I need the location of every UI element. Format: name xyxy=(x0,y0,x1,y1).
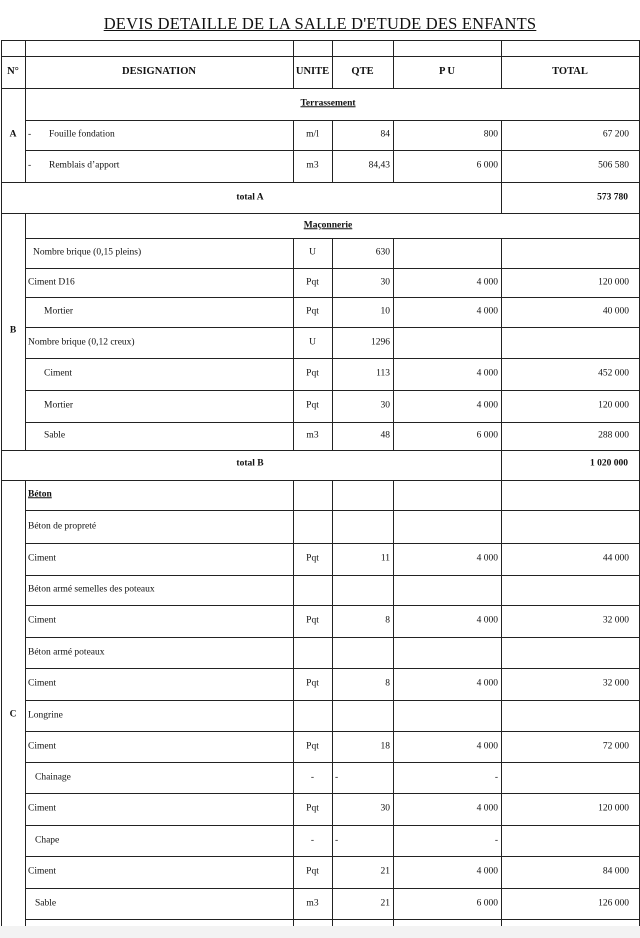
row-total: 120 000 xyxy=(598,276,629,287)
grid-line xyxy=(1,480,640,481)
row-pu: 4 000 xyxy=(476,615,498,626)
header-column-line xyxy=(293,40,294,88)
grid-line xyxy=(393,358,394,390)
row-designation: Ciment xyxy=(28,866,56,877)
section-a-left xyxy=(1,88,2,213)
grid-line xyxy=(25,88,26,182)
grid-line xyxy=(501,605,502,637)
row-unite: Pqt xyxy=(306,368,319,379)
row-designation: Sable xyxy=(44,430,66,441)
grid-line xyxy=(293,510,294,543)
row-unite: Pqt xyxy=(306,400,319,411)
row-qte: - xyxy=(335,834,339,845)
grid-line xyxy=(293,358,294,390)
section-b-letter: B xyxy=(9,325,17,336)
grid-line xyxy=(332,888,333,919)
grid-line xyxy=(293,793,294,825)
row-pu: 4 000 xyxy=(476,803,498,814)
row-pu: 6 000 xyxy=(476,897,498,908)
grid-line xyxy=(393,825,394,856)
grid-line xyxy=(501,120,502,150)
grid-line xyxy=(393,919,394,926)
grid-line xyxy=(332,150,333,182)
row-designation: Ciment D16 xyxy=(28,276,75,287)
row-designation: Remblais d’apport xyxy=(49,160,120,171)
header-column-line xyxy=(25,40,26,88)
row-designation: Nombre brique (0,15 pleins) xyxy=(33,247,142,258)
grid-line xyxy=(332,637,333,668)
grid-line xyxy=(393,856,394,888)
header-bottom-border xyxy=(1,88,640,89)
grid-line xyxy=(393,637,394,668)
header-column-line xyxy=(332,40,333,88)
row-unite: Pqt xyxy=(306,866,319,877)
row-qte: - xyxy=(335,771,339,782)
header-column-line xyxy=(393,40,394,88)
row-unite: m/l xyxy=(306,129,319,140)
row-unite: Pqt xyxy=(306,803,319,814)
row-total: 84 000 xyxy=(602,866,629,877)
grid-line xyxy=(1,213,640,214)
grid-line xyxy=(332,480,333,510)
grid-line xyxy=(393,605,394,637)
grid-line xyxy=(332,605,333,637)
grid-line xyxy=(293,605,294,637)
grid-line xyxy=(293,762,294,793)
grid-line xyxy=(501,390,502,422)
row-pu: 4 000 xyxy=(476,368,498,379)
grid-line xyxy=(293,700,294,731)
section-b-title: Maçonnerie xyxy=(303,220,353,231)
grid-line xyxy=(393,297,394,327)
grid-line xyxy=(501,327,502,358)
grid-line xyxy=(393,762,394,793)
grid-line xyxy=(293,150,294,182)
grid-line xyxy=(393,510,394,543)
row-total: 126 000 xyxy=(598,897,629,908)
header-column-line xyxy=(501,40,502,88)
row-unite: Pqt xyxy=(306,678,319,689)
document-title: DEVIS DETAILLE DE LA SALLE D'ETUDE DES ENFANTS xyxy=(103,14,537,33)
row-qte: 84 xyxy=(380,129,390,140)
grid-line xyxy=(393,700,394,731)
grid-line xyxy=(332,510,333,543)
grid-line xyxy=(501,268,502,297)
total-b-value: 1 020 000 xyxy=(590,458,628,469)
grid-line xyxy=(501,793,502,825)
grid-line xyxy=(293,238,294,268)
row-designation: Longrine xyxy=(28,709,63,720)
header-total: TOTAL xyxy=(552,65,588,77)
grid-line xyxy=(293,825,294,856)
grid-line xyxy=(293,731,294,762)
row-designation: Mortier xyxy=(44,306,74,317)
grid-line xyxy=(293,668,294,700)
header-designation: DESIGNATION xyxy=(122,65,196,77)
row-qte: 21 xyxy=(380,866,390,877)
grid-line xyxy=(393,543,394,575)
row-dash: - xyxy=(28,129,32,140)
row-designation: Chape xyxy=(35,834,60,845)
grid-line xyxy=(332,358,333,390)
row-qte: 8 xyxy=(385,615,390,626)
row-pu: 4 000 xyxy=(476,740,498,751)
header-unite: UNITE xyxy=(295,65,330,77)
grid-line xyxy=(332,793,333,825)
row-unite: m3 xyxy=(306,160,319,171)
grid-line xyxy=(332,668,333,700)
grid-line xyxy=(293,637,294,668)
header-qte: QTE xyxy=(351,65,374,77)
grid-line xyxy=(293,120,294,150)
grid-line xyxy=(393,480,394,510)
grid-line xyxy=(501,450,502,480)
row-designation: Mortier xyxy=(44,400,74,411)
row-pu: 4 000 xyxy=(476,678,498,689)
row-total: 120 000 xyxy=(598,400,629,411)
grid-line xyxy=(393,793,394,825)
grid-line xyxy=(501,888,502,919)
grid-line xyxy=(25,213,26,450)
row-pu: 4 000 xyxy=(476,306,498,317)
grid-line xyxy=(293,888,294,919)
row-unite: - xyxy=(310,771,315,782)
grid-line xyxy=(501,297,502,327)
table-top-border xyxy=(1,40,640,41)
grid-line xyxy=(501,825,502,856)
row-qte: 8 xyxy=(385,678,390,689)
row-qte: 1296 xyxy=(371,336,390,347)
grid-line xyxy=(293,390,294,422)
section-a-title: Terrassement xyxy=(300,98,356,109)
row-unite: U xyxy=(309,247,316,258)
row-qte: 30 xyxy=(380,276,390,287)
row-total: 32 000 xyxy=(602,615,629,626)
row-designation: Fouille fondation xyxy=(49,129,115,140)
row-total: 506 580 xyxy=(598,160,629,171)
section-c-title: Béton xyxy=(28,489,52,500)
grid-line xyxy=(501,422,502,450)
row-pu: 6 000 xyxy=(476,160,498,171)
row-designation: Ciment xyxy=(28,553,56,564)
row-designation: Ciment xyxy=(28,678,56,689)
row-qte: 21 xyxy=(380,897,390,908)
section-c-left xyxy=(1,480,2,926)
grid-line xyxy=(332,297,333,327)
row-unite: m3 xyxy=(306,430,319,441)
grid-line xyxy=(393,888,394,919)
grid-line xyxy=(25,480,26,926)
grid-line xyxy=(332,731,333,762)
grid-line xyxy=(1,182,640,183)
row-designation: Ciment xyxy=(28,740,56,751)
section-b-left xyxy=(1,213,2,480)
header-column-line xyxy=(1,40,2,88)
row-qte: 18 xyxy=(380,740,390,751)
row-designation: Chainage xyxy=(35,771,71,782)
grid-line xyxy=(501,543,502,575)
grid-line xyxy=(501,238,502,268)
row-pu: 4 000 xyxy=(476,276,498,287)
grid-line xyxy=(293,856,294,888)
grid-line xyxy=(501,182,502,213)
grid-line xyxy=(332,390,333,422)
grid-line xyxy=(393,390,394,422)
row-pu: 4 000 xyxy=(476,866,498,877)
grid-line xyxy=(501,575,502,605)
grid-line xyxy=(293,480,294,510)
grid-line xyxy=(293,422,294,450)
section-a-letter: A xyxy=(9,129,17,140)
grid-line xyxy=(332,268,333,297)
page-bottom-edge xyxy=(0,926,640,938)
grid-line xyxy=(332,856,333,888)
row-pu: 800 xyxy=(483,129,498,140)
grid-line xyxy=(1,450,640,451)
grid-line xyxy=(293,575,294,605)
row-designation: Ciment xyxy=(28,615,56,626)
grid-line xyxy=(501,856,502,888)
grid-line xyxy=(393,150,394,182)
grid-line xyxy=(393,238,394,268)
grid-line xyxy=(393,268,394,297)
row-qte: 11 xyxy=(380,553,390,564)
header-no: N° xyxy=(7,65,19,77)
section-c-letter: C xyxy=(9,709,17,720)
grid-line xyxy=(501,731,502,762)
row-unite: Pqt xyxy=(306,553,319,564)
row-total: 32 000 xyxy=(602,678,629,689)
row-total: 67 200 xyxy=(602,129,629,140)
header-pu: P U xyxy=(438,65,456,77)
row-unite: m3 xyxy=(306,897,319,908)
grid-line xyxy=(293,268,294,297)
row-unite: - xyxy=(310,834,315,845)
grid-line xyxy=(332,700,333,731)
header-top-border xyxy=(1,56,640,57)
row-designation: Béton armé semelles des poteaux xyxy=(28,584,155,595)
grid-line xyxy=(393,731,394,762)
row-total: 72 000 xyxy=(602,740,629,751)
grid-line xyxy=(332,762,333,793)
grid-line xyxy=(332,919,333,926)
row-qte: 630 xyxy=(375,247,390,258)
row-designation: Sable xyxy=(35,897,57,908)
grid-line xyxy=(501,480,502,510)
grid-line xyxy=(501,510,502,543)
row-qte: 30 xyxy=(380,400,390,411)
grid-line xyxy=(501,150,502,182)
grid-line xyxy=(501,637,502,668)
grid-line xyxy=(332,422,333,450)
total-a-label: total A xyxy=(236,192,264,203)
row-qte: 30 xyxy=(380,803,390,814)
grid-line xyxy=(393,668,394,700)
row-dash: - xyxy=(28,160,32,171)
row-designation: Béton armé poteaux xyxy=(28,646,105,657)
row-qte: 10 xyxy=(380,306,390,317)
grid-line xyxy=(332,543,333,575)
total-a-value: 573 780 xyxy=(597,192,628,203)
row-unite: Pqt xyxy=(306,306,319,317)
grid-line xyxy=(501,919,502,926)
grid-line xyxy=(501,358,502,390)
grid-line xyxy=(501,700,502,731)
grid-line xyxy=(332,575,333,605)
row-total: 40 000 xyxy=(602,306,629,317)
row-pu: - xyxy=(494,834,498,845)
row-designation: Ciment xyxy=(44,368,72,379)
row-pu: 4 000 xyxy=(476,553,498,564)
row-total: 452 000 xyxy=(598,368,629,379)
row-designation: Ciment xyxy=(28,803,56,814)
row-total: 288 000 xyxy=(598,430,629,441)
grid-line xyxy=(501,668,502,700)
row-pu: - xyxy=(494,771,498,782)
row-unite: Pqt xyxy=(306,615,319,626)
grid-line xyxy=(393,575,394,605)
grid-line xyxy=(293,327,294,358)
grid-line xyxy=(332,825,333,856)
row-designation: Béton de propreté xyxy=(28,520,97,531)
row-qte: 113 xyxy=(376,368,390,379)
grid-line xyxy=(293,919,294,926)
row-qte: 84,43 xyxy=(368,160,390,171)
total-b-label: total B xyxy=(236,458,264,469)
row-pu: 6 000 xyxy=(476,430,498,441)
grid-line xyxy=(501,762,502,793)
row-designation: Nombre brique (0,12 creux) xyxy=(28,336,135,347)
row-total: 120 000 xyxy=(598,803,629,814)
grid-line xyxy=(293,543,294,575)
row-qte: 48 xyxy=(380,430,390,441)
row-pu: 4 000 xyxy=(476,400,498,411)
grid-line xyxy=(332,238,333,268)
grid-line xyxy=(393,327,394,358)
row-unite: Pqt xyxy=(306,740,319,751)
grid-line xyxy=(393,120,394,150)
grid-line xyxy=(293,297,294,327)
grid-line xyxy=(332,327,333,358)
row-unite: U xyxy=(309,336,316,347)
grid-line xyxy=(393,422,394,450)
row-unite: Pqt xyxy=(306,276,319,287)
grid-line xyxy=(332,120,333,150)
row-total: 44 000 xyxy=(602,553,629,564)
